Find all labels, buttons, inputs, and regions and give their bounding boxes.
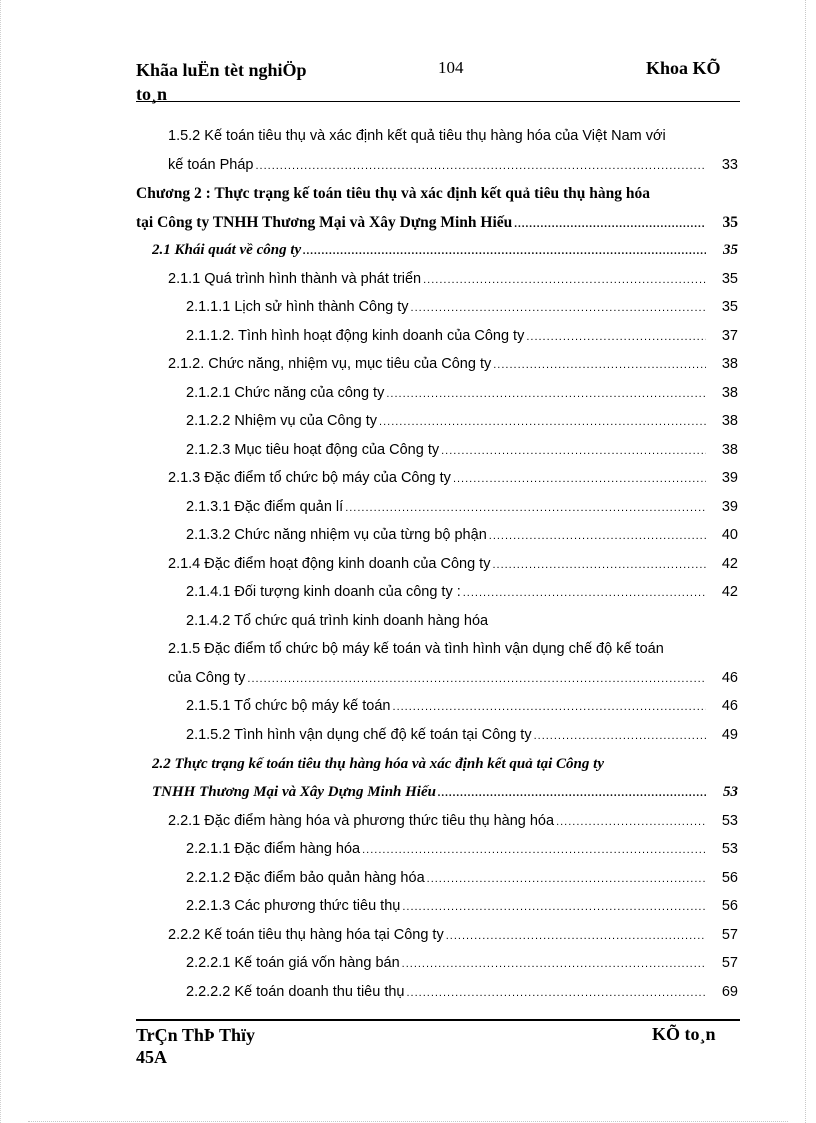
- toc-entry-text: 1.5.2 Kế toán tiêu thụ và xác định kết quả tiêu thụ hàng hóa của Việt Nam với: [168, 128, 666, 144]
- header-left-line2: to¸n: [136, 84, 167, 104]
- leader-dots: [463, 587, 706, 599]
- leader-dots: [386, 388, 706, 400]
- toc-entry-page: 46: [721, 670, 738, 686]
- toc-entry: [186, 299, 738, 327]
- toc-entry: [186, 955, 738, 983]
- toc-entry-text: TNHH Thương Mại và Xây Dựng Minh Hiếu: [152, 784, 436, 800]
- toc-entry: [168, 670, 738, 698]
- footer-left-line1: TrÇn ThÞ Thïy: [136, 1025, 256, 1045]
- header-left-line1: Khãa luËn tèt nghiÖp: [136, 60, 307, 80]
- toc-entry-text: 2.1.1 Quá trình hình thành và phát triển: [168, 271, 422, 287]
- leader-dots: [493, 359, 706, 371]
- leader-dots: [514, 218, 706, 230]
- toc-section: [152, 756, 738, 784]
- toc-section: [152, 242, 738, 270]
- toc-entry-page: 56: [721, 870, 738, 886]
- leader-dots: [247, 673, 706, 685]
- toc-entry-text: 2.1.2.2 Nhiệm vụ của Công ty: [186, 413, 378, 429]
- leader-dots: [255, 160, 706, 172]
- toc-entry: [186, 841, 738, 869]
- toc-entry-text: 2.2.1.3 Các phương thức tiêu thụ: [186, 898, 401, 914]
- toc-entry: [186, 328, 738, 356]
- toc-entry-page: 38: [721, 385, 738, 401]
- toc-entry-text: 2.1.4.2 Tổ chức quá trình kinh doanh hàng hóa: [186, 613, 489, 629]
- toc-entry-text: 2.1.4.1 Đối tượng kinh doanh của công ty :: [186, 584, 461, 600]
- toc-entry-text: 2.1.4 Đặc điểm hoạt động kinh doanh của Công ty: [168, 556, 491, 572]
- toc-entry-text: 2.1.1.2. Tình hình hoạt động kinh doanh của Công ty: [186, 328, 525, 344]
- toc-entry-text: 2.1.5.2 Tình hình vận dụng chế độ kế toán tại Công ty: [186, 727, 532, 743]
- toc-entry-text: Chương 2 : Thực trạng kế toán tiêu thụ và xác định kết quả tiêu thụ hàng hóa: [136, 185, 650, 202]
- footer-left-line2: 45A: [136, 1047, 167, 1067]
- leader-dots: [402, 901, 706, 913]
- toc-chapter: [136, 185, 736, 213]
- toc-entry: [186, 898, 738, 926]
- toc-entry-text: 2.2.2.2 Kế toán doanh thu tiêu thụ: [186, 984, 405, 1000]
- leader-dots: [446, 930, 706, 942]
- header-left: [136, 58, 307, 106]
- toc-entry-page: 37: [721, 328, 738, 344]
- toc-entry: [168, 271, 738, 299]
- leader-dots: [393, 701, 706, 713]
- footer-right: KÕ to¸n: [652, 1024, 716, 1044]
- toc-entry-page: 39: [721, 470, 738, 486]
- toc-entry: [186, 442, 738, 470]
- leader-dots: [526, 331, 706, 343]
- leader-dots: [427, 873, 706, 885]
- toc-entry: [186, 727, 738, 755]
- toc-entry-text: 2.1.2.1 Chức năng của công ty: [186, 385, 385, 401]
- toc-entry: [168, 927, 738, 955]
- toc-entry-page: 35: [721, 299, 738, 315]
- toc-entry-page: 53: [721, 841, 738, 857]
- toc-entry: [168, 356, 738, 384]
- toc-entry-text: kế toán Pháp: [168, 157, 254, 173]
- toc-entry-text: 2.1 Khái quát về công ty: [152, 242, 302, 258]
- leader-dots: [453, 473, 706, 485]
- leader-dots: [406, 987, 706, 999]
- leader-dots: [379, 416, 706, 428]
- toc-entry-page: 69: [721, 984, 738, 1000]
- toc-entry-page: 35: [721, 271, 738, 287]
- leader-dots: [489, 530, 706, 542]
- toc-entry-page: 46: [721, 698, 738, 714]
- leader-dots: [492, 559, 706, 571]
- toc-entry-page: 33: [721, 157, 738, 173]
- toc-entry: [186, 413, 738, 441]
- leader-dots: [534, 730, 706, 742]
- header-right: Khoa KÕ: [646, 58, 721, 78]
- toc-entry: [186, 613, 738, 641]
- toc-entry: [186, 499, 738, 527]
- leader-dots: [411, 302, 706, 314]
- toc-entry-text: 2.1.3.1 Đặc điểm quản lí: [186, 499, 344, 515]
- toc-entry-text: 2.2 Thực trạng kế toán tiêu thụ hàng hóa và xác định kết quả tại Công ty: [152, 756, 604, 772]
- toc-entry-text: 2.1.2. Chức năng, nhiệm vụ, mục tiêu của Công ty: [168, 356, 492, 372]
- leader-dots: [362, 844, 706, 856]
- toc-entry-page: 39: [721, 499, 738, 515]
- toc-entry-page: 42: [721, 584, 738, 600]
- leader-dots: [303, 245, 706, 257]
- header-rule: [136, 101, 740, 102]
- toc-entry: [186, 584, 738, 612]
- toc-entry: [168, 157, 738, 185]
- toc-entry-text: 2.1.5.1 Tổ chức bộ máy kế toán: [186, 698, 391, 714]
- toc-entry-text: tại Công ty TNHH Thương Mại và Xây Dựng Minh Hiếu: [136, 214, 513, 231]
- leader-dots: [345, 502, 706, 514]
- leader-dots: [441, 445, 706, 457]
- toc-entry-page: 57: [721, 927, 738, 943]
- toc-entry: [168, 641, 738, 669]
- toc-entry-text: của Công ty: [168, 670, 246, 686]
- toc-entry-page: 38: [721, 442, 738, 458]
- toc-entry-text: 2.1.3 Đặc điểm tổ chức bộ máy của Công ty: [168, 470, 451, 486]
- leader-dots: [438, 787, 706, 799]
- toc-chapter: [136, 214, 738, 242]
- toc-entry-text: 2.2.2 Kế toán tiêu thụ hàng hóa tại Công ty: [168, 927, 444, 943]
- toc-entry-text: 2.2.1.1 Đặc điểm hàng hóa: [186, 841, 361, 857]
- toc-section: [152, 784, 738, 812]
- toc-entry-page: 53: [723, 784, 738, 800]
- toc-entry: [168, 813, 738, 841]
- toc-entry-page: 35: [722, 214, 738, 231]
- toc-entry: [168, 128, 728, 156]
- toc-entry-text: 2.2.1.2 Đặc điểm bảo quản hàng hóa: [186, 870, 425, 886]
- toc-entry: [186, 984, 738, 1012]
- toc-entry: [186, 385, 738, 413]
- toc-entry-page: 49: [721, 727, 738, 743]
- toc-entry-page: 35: [723, 242, 738, 258]
- toc-entry: [168, 556, 738, 584]
- page-number: 104: [438, 58, 464, 77]
- toc-entry-page: 38: [721, 356, 738, 372]
- leader-dots: [423, 274, 706, 286]
- toc-entry-text: 2.2.2.1 Kế toán giá vốn hàng bán: [186, 955, 400, 971]
- toc-entry-page: 57: [721, 955, 738, 971]
- toc-entry-text: 2.1.3.2 Chức năng nhiệm vụ của từng bộ phận: [186, 527, 487, 543]
- toc-entry-page: 53: [721, 813, 738, 829]
- toc-entry-page: 38: [721, 413, 738, 429]
- toc-entry: [168, 470, 738, 498]
- footer-left: [136, 1024, 255, 1068]
- footer-rule: [136, 1019, 740, 1021]
- toc-entry-text: 2.1.5 Đặc điểm tổ chức bộ máy kế toán và tình hình vận dụng chế độ kế toán: [168, 641, 664, 657]
- toc-entry-text: 2.1.2.3 Mục tiêu hoạt động của Công ty: [186, 442, 440, 458]
- toc-entry-page: 56: [721, 898, 738, 914]
- toc-entry-text: 2.1.1.1 Lịch sử hình thành Công ty: [186, 299, 409, 315]
- leader-dots: [402, 958, 706, 970]
- page-right-edge: [805, 0, 806, 1123]
- toc-entry-text: 2.2.1 Đặc điểm hàng hóa và phương thức tiêu thụ hàng hóa: [168, 813, 555, 829]
- page-bottom-edge: [28, 1121, 788, 1122]
- toc-entry-page: 42: [721, 556, 738, 572]
- toc-entry-page: 40: [721, 527, 738, 543]
- toc-entry: [186, 698, 738, 726]
- leader-dots: [556, 816, 706, 828]
- toc-entry: [186, 870, 738, 898]
- toc-entry: [186, 527, 738, 555]
